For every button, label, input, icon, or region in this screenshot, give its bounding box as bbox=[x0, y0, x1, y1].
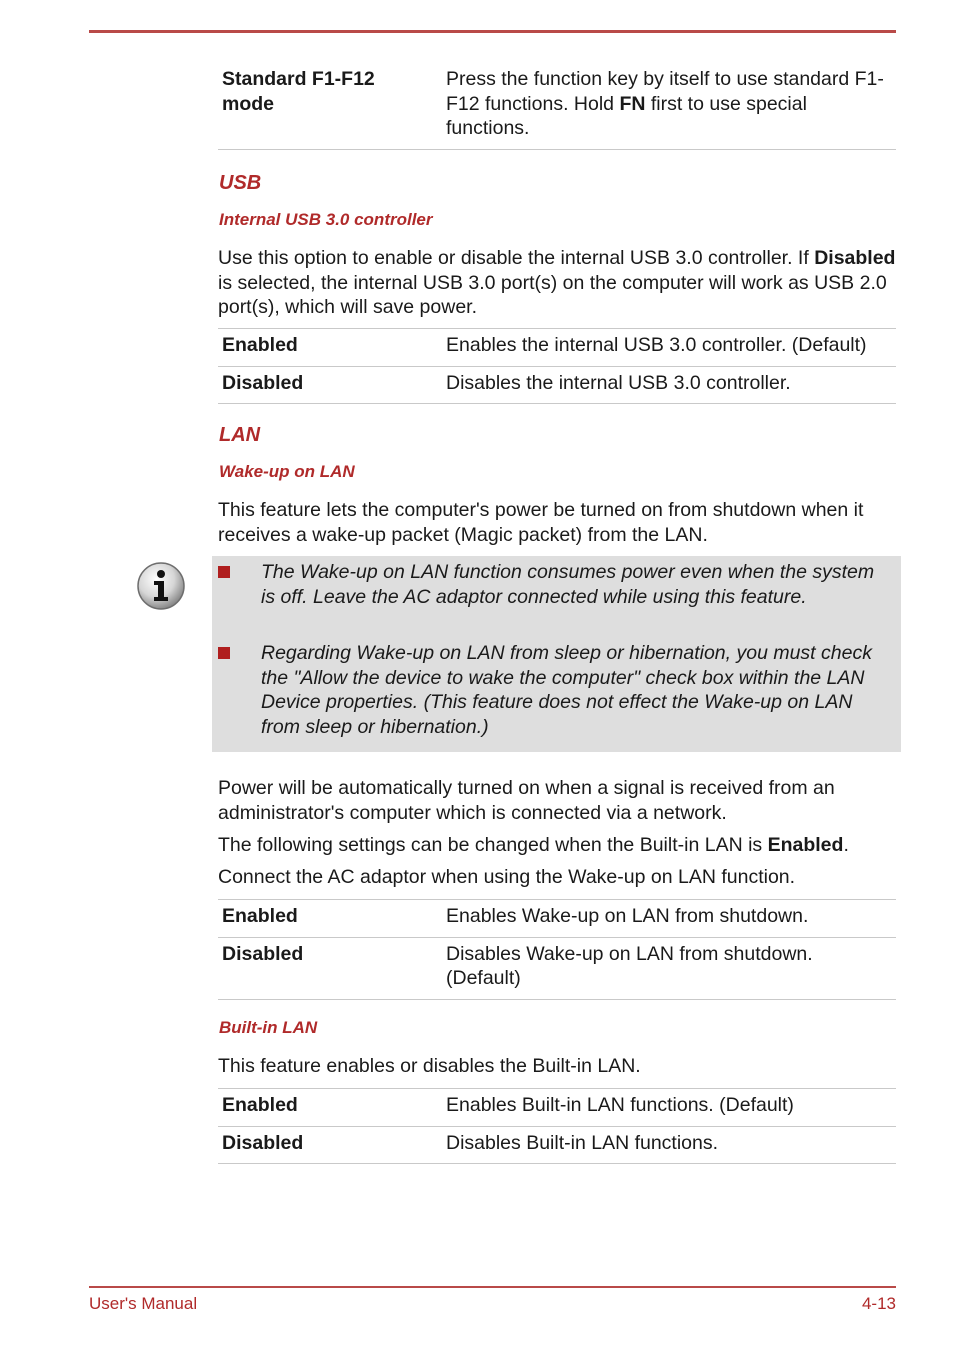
table-row bbox=[218, 937, 896, 999]
lan-subheading: Wake-up on LAN bbox=[219, 462, 355, 481]
lan-paragraph-settings: The following settings can be changed when the Built-in LAN is Enabled. bbox=[218, 834, 849, 856]
option-description: Enables Built-in LAN functions. (Default) bbox=[446, 1094, 794, 1116]
bullet-marker bbox=[218, 647, 230, 659]
lan-paragraph-power: Power will be automatically turned on when a signal is received from an administrator's computer which is connected via a network. bbox=[218, 777, 835, 824]
table-row bbox=[218, 900, 896, 938]
usb-heading: USB bbox=[219, 172, 262, 194]
builtin-lan-options-table bbox=[218, 1088, 896, 1164]
option-description: Enables Wake-up on LAN from shutdown. bbox=[446, 905, 809, 927]
usb-options-table bbox=[218, 328, 896, 404]
footer-manual-title: User's Manual bbox=[89, 1294, 198, 1313]
usb-subheading: Internal USB 3.0 controller bbox=[219, 210, 433, 229]
option-name: Disabled bbox=[222, 942, 304, 965]
option-name: Disabled bbox=[222, 1131, 304, 1154]
table-row bbox=[218, 1126, 896, 1164]
option-description: Disables Built-in LAN functions. bbox=[446, 1131, 719, 1154]
lan-description: This feature lets the computer's power be turned on from shutdown when it receives a wake-up packet (Magic packet) from the LAN. bbox=[218, 499, 864, 546]
option-name: Enabled bbox=[222, 905, 298, 927]
builtin-lan-description: This feature enables or disables the Built-in LAN. bbox=[218, 1055, 641, 1077]
builtin-lan-subheading: Built-in LAN bbox=[219, 1018, 318, 1037]
table-row bbox=[218, 1089, 896, 1127]
footer-page-number: 4-13 bbox=[861, 1294, 896, 1313]
option-name: Standard F1-F12 mode bbox=[222, 68, 375, 115]
wake-on-lan-options-table bbox=[218, 899, 896, 1000]
option-description: Enables the internal USB 3.0 controller. (Default) bbox=[446, 334, 867, 356]
option-description: Disables the internal USB 3.0 controller. bbox=[446, 371, 791, 394]
function-key-mode-table bbox=[218, 67, 896, 150]
note-item: The Wake-up on LAN function consumes power even when the system is off. Leave the AC adaptor connected while using this feature. bbox=[261, 561, 875, 608]
option-name: Disabled bbox=[222, 371, 304, 394]
option-name: Enabled bbox=[222, 334, 298, 356]
table-row bbox=[218, 329, 896, 367]
lan-paragraph-adaptor: Connect the AC adaptor when using the Wake-up on LAN function. bbox=[218, 866, 796, 888]
info-icon bbox=[136, 561, 186, 611]
lan-heading: LAN bbox=[219, 424, 261, 446]
table-row bbox=[218, 366, 896, 404]
option-name: Enabled bbox=[222, 1094, 298, 1116]
option-description: Press the function key by itself to use standard F1-F12 functions. Hold FN first to use special functions. bbox=[446, 68, 884, 139]
table-row bbox=[218, 67, 896, 149]
bullet-marker bbox=[218, 566, 230, 578]
note-item: Regarding Wake-up on LAN from sleep or hibernation, you must check the "Allow the device to wake the computer" check box within the LAN Device properties. (This feature does not effect the Wake-up on LAN from sleep or hibernation.) bbox=[261, 642, 872, 738]
option-description: Disables Wake-up on LAN from shutdown. (Default) bbox=[446, 942, 813, 989]
header-rule bbox=[89, 30, 896, 33]
footer-rule bbox=[89, 1286, 896, 1288]
usb-description: Use this option to enable or disable the internal USB 3.0 controller. If Disabled is selected, the internal USB 3.0 port(s) on the computer will work as USB 2.0 port(s), which will save power. bbox=[218, 247, 896, 318]
